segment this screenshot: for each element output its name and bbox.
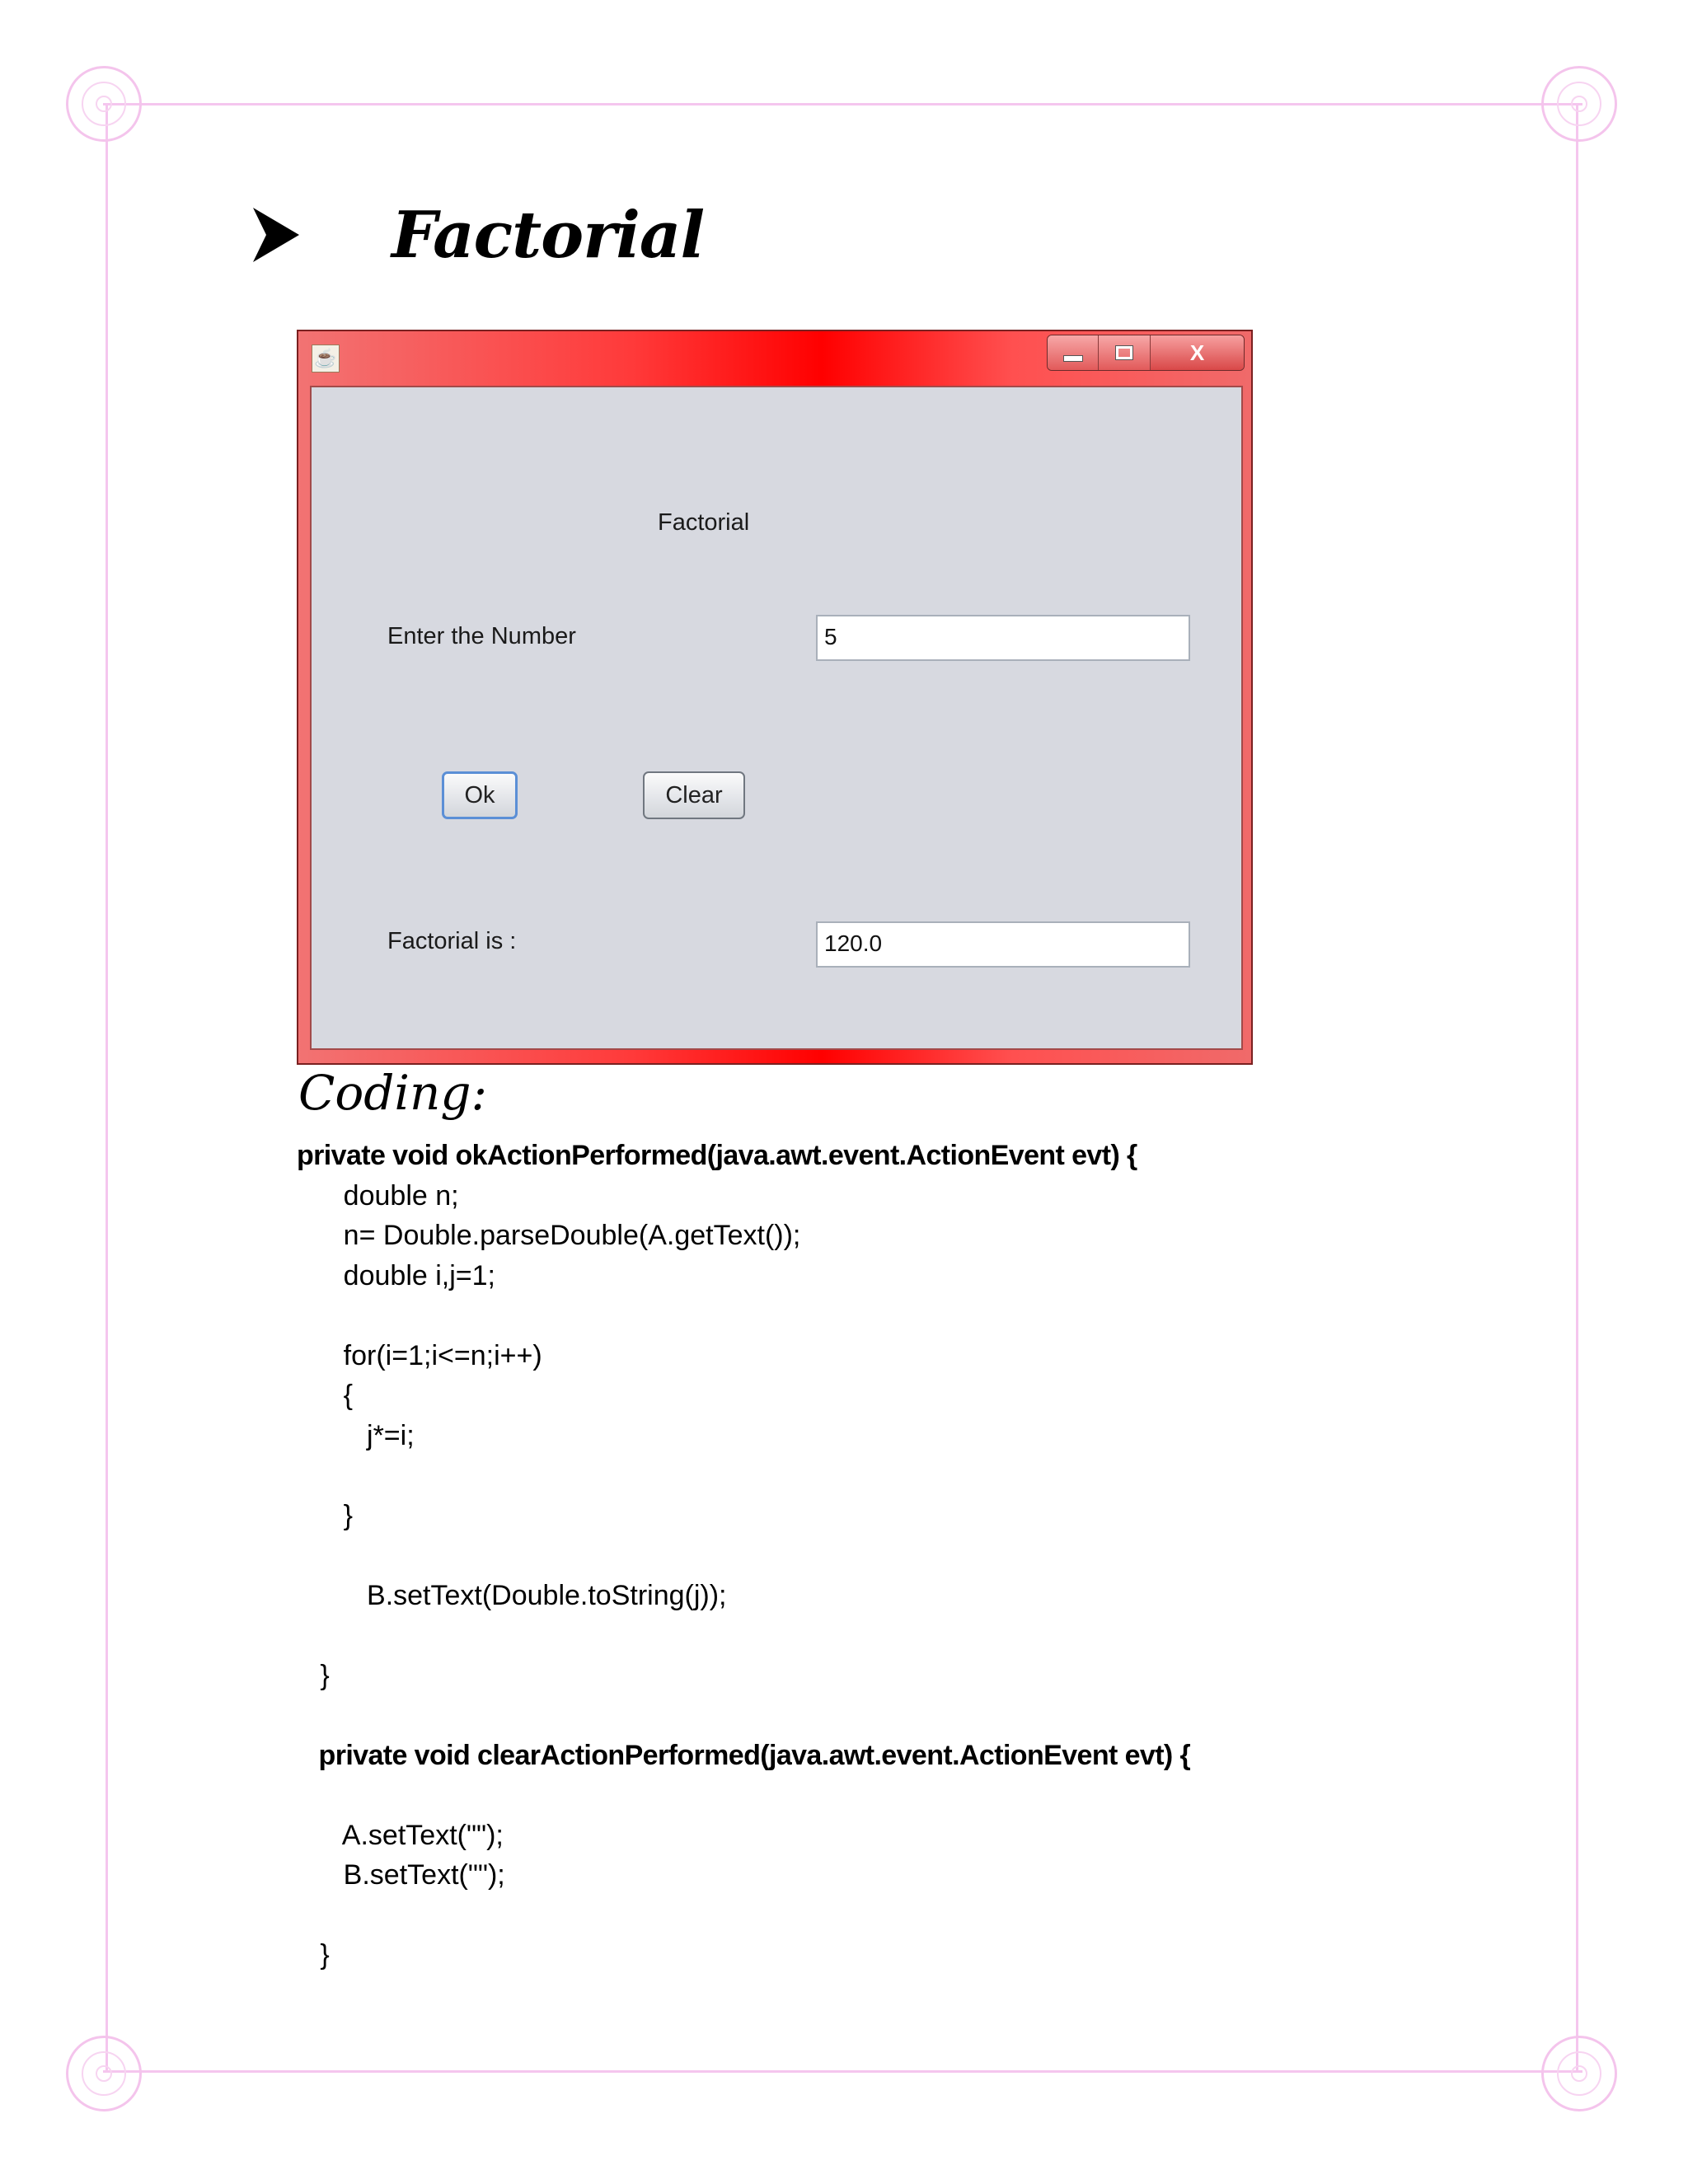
code-line: j*=i; xyxy=(297,1419,415,1451)
ok-button[interactable]: Ok xyxy=(442,771,518,819)
window-titlebar[interactable] xyxy=(298,331,1251,387)
code-line xyxy=(297,1535,1190,1576)
code-line: double i,j=1; xyxy=(297,1259,495,1291)
code-line: B.setText(Double.toString(j)); xyxy=(297,1579,727,1611)
result-label: Factorial is : xyxy=(387,928,517,954)
close-button[interactable] xyxy=(1151,335,1244,370)
page-corner-ornament-bottom-left xyxy=(66,2036,142,2111)
code-line: } xyxy=(297,1499,354,1531)
code-line: B.setText(""); xyxy=(297,1859,505,1891)
code-line: } xyxy=(297,1659,330,1691)
page-border-top xyxy=(103,103,1582,105)
form-title: Factorial xyxy=(658,509,750,536)
code-line: n= Double.parseDouble(A.getText()); xyxy=(297,1220,801,1251)
code-line: private void okActionPerformed(java.awt.event.ActionEvent evt) { xyxy=(297,1140,1137,1171)
result-field[interactable]: 120.0 xyxy=(816,921,1190,968)
page-corner-ornament-top-right xyxy=(1541,66,1617,142)
code-line xyxy=(297,1296,1190,1336)
minimize-button[interactable] xyxy=(1048,335,1099,370)
maximize-button[interactable] xyxy=(1099,335,1150,370)
code-line: A.setText(""); xyxy=(297,1819,504,1851)
minimize-icon xyxy=(1063,355,1083,362)
code-line xyxy=(297,1615,1190,1656)
page-corner-ornament-top-left xyxy=(66,66,142,142)
code-listing xyxy=(297,1136,1190,1975)
code-line xyxy=(297,1896,1190,1936)
close-icon: X xyxy=(1189,340,1205,365)
section-heading xyxy=(251,190,704,280)
page-border-left xyxy=(106,103,108,2073)
number-input[interactable]: 5 xyxy=(816,615,1190,661)
code-line: for(i=1;i<=n;i++) xyxy=(297,1339,542,1371)
factorial-window xyxy=(297,330,1253,1065)
code-line: double n; xyxy=(297,1179,459,1212)
heading-title: Factorial xyxy=(392,197,705,273)
arrowhead-bullet-icon xyxy=(251,206,301,264)
page-border-right xyxy=(1576,103,1578,2073)
code-line: } xyxy=(297,1939,330,1971)
code-line: private void clearActionPerformed(java.awt.event.ActionEvent evt) { xyxy=(297,1739,1191,1771)
page-corner-ornament-bottom-right xyxy=(1541,2036,1617,2111)
code-line xyxy=(297,1455,1190,1496)
page-border-bottom xyxy=(103,2070,1582,2073)
code-line xyxy=(297,1775,1190,1816)
java-cup-icon: ☕ xyxy=(312,344,340,373)
code-line: { xyxy=(297,1380,354,1411)
window-controls xyxy=(1047,335,1245,371)
clear-button[interactable]: Clear xyxy=(643,771,745,819)
input-label: Enter the Number xyxy=(387,623,576,649)
maximize-icon xyxy=(1116,346,1132,359)
coding-heading: Coding: xyxy=(298,1065,487,1121)
code-line xyxy=(297,1695,1190,1736)
window-client-area xyxy=(310,386,1243,1050)
